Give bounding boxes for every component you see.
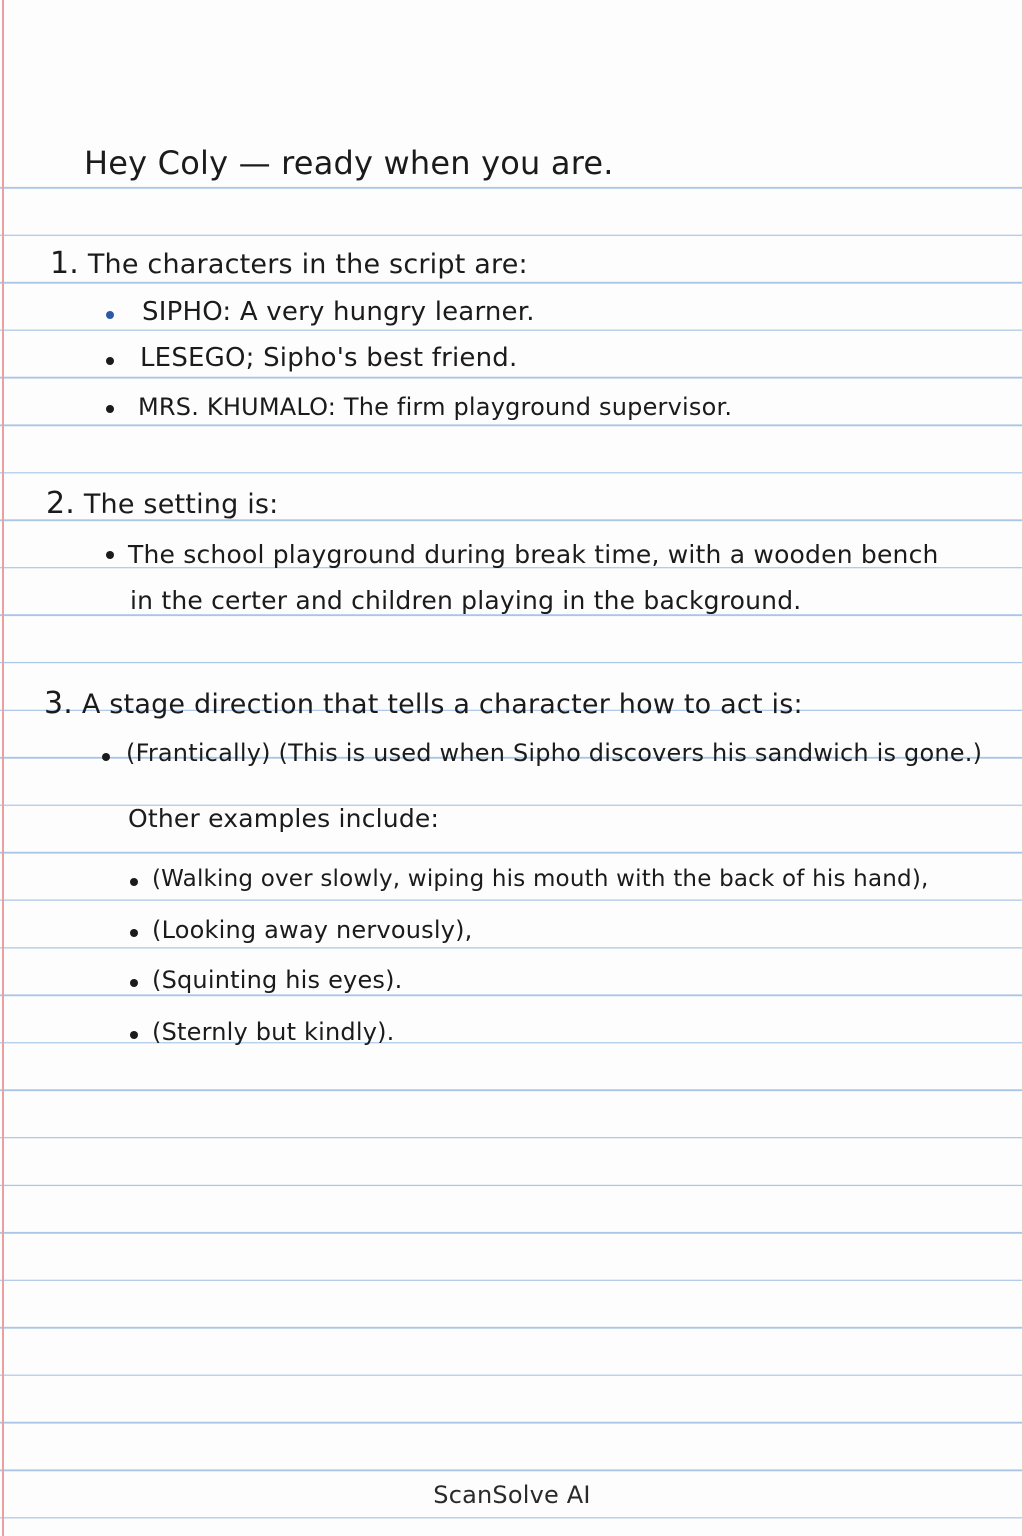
list-item: The school playground during break time, with a wooden bench — [128, 540, 939, 569]
section-2-heading — [46, 486, 278, 521]
footer-brand: ScanSolve AI — [433, 1481, 591, 1509]
list-item-continuation: in the certer and children playing in the background. — [130, 586, 802, 615]
bullet-icon — [130, 979, 138, 987]
bullet-icon — [102, 753, 110, 761]
example-item: (Squinting his eyes). — [152, 966, 403, 994]
example-item: (Looking away nervously), — [152, 916, 473, 944]
example-item: (Walking over slowly, wiping his mouth with the back of his hand), — [152, 866, 929, 892]
section-3-heading — [44, 686, 803, 721]
section-number: 1. — [50, 246, 80, 281]
list-item: MRS. KHUMALO: The firm playground supervisor. — [138, 393, 733, 421]
section-1-heading — [50, 246, 528, 281]
bullet-icon — [106, 311, 114, 319]
bullet-icon — [106, 405, 114, 413]
bullet-icon — [106, 551, 114, 559]
list-item: (Frantically) (This is used when Sipho discovers his sandwich is gone.) — [126, 739, 983, 767]
greeting: Hey Coly — ready when you are. — [84, 144, 614, 182]
section-number: 2. — [46, 486, 76, 521]
section-heading-text: A stage direction that tells a character how to act is: — [81, 689, 803, 720]
bullet-icon — [130, 929, 138, 937]
bullet-icon — [130, 878, 138, 886]
margin-line — [2, 0, 4, 1536]
page-header-space — [0, 0, 1024, 140]
bullet-icon — [106, 357, 114, 365]
section-heading-text: The characters in the script are: — [87, 249, 528, 280]
subheading: Other examples include: — [128, 804, 440, 833]
list-item: LESEGO; Sipho's best friend. — [140, 343, 518, 373]
section-heading-text: The setting is: — [83, 489, 279, 520]
list-item: SIPHO: A very hungry learner. — [142, 297, 535, 327]
section-number: 3. — [44, 686, 74, 721]
bullet-icon — [130, 1031, 138, 1039]
example-item: (Sternly but kindly). — [152, 1018, 395, 1046]
